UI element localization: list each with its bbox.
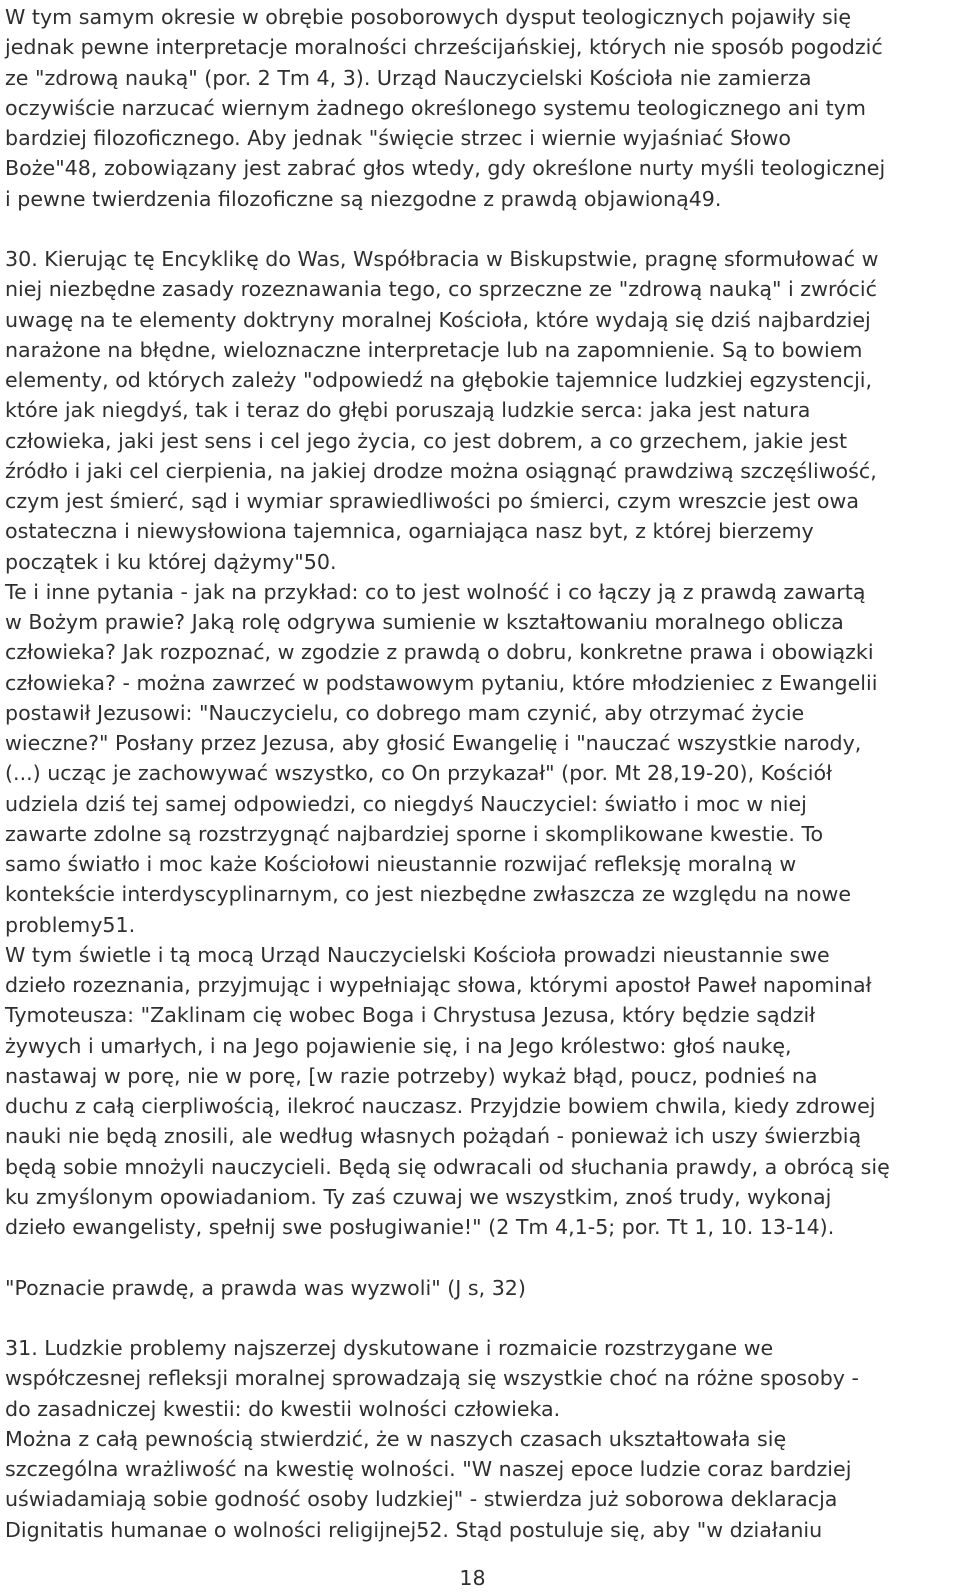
paragraph-questions: Te i inne pytania - jak na przykład: co to jest wolność i co łączy ją z prawdą zawartą w Bożym prawie? Jaką rolę odgrywa sumienie w kształtowaniu moralnego oblicza człowieka? Jak rozpoznać, w zgodzie z prawdą o dobru, konkretne prawa i obowiązki człowieka? - można zawrzeć w podstawowym pytaniu, które młodzieniec z Ewangelii postawił Jezusowi: "Nauczycielu, co dobrego mam czynić, aby otrzymać życie wieczne?" Posłany przez Jezusa, aby głosić Ewangelię i "nauczać wszystkie narody, (...) ucząc je zachowywać wszystko, co On przykazał" (por. Mt 28,19-20), Kościół udziela dziś tej samej odpowiedzi, co niegdyś Nauczyciel: światło i moc w niej zawarte zdolne są rozstrzygnąć najbardziej sporne i skomplikowane kwestie. To samo światło i moc każe Kościołowi nieustannie rozwijać refleksję moralną w kontekście interdyscyplinarnym, co jest niezbędne zwłaszcza ze względu na nowe problemy51.: [5, 579, 878, 937]
paragraph-freedom-sensitivity: Można z całą pewnością stwierdzić, że w naszych czasach ukształtowała się szczególna wrażliwość na kwestię wolności. "W naszej epoce ludzie coraz bardziej uświadamiają sobie godność osoby ludzkiej" - stwierdza już soborowa deklaracja Dignitatis humanae o wolności religijnej52. Stąd postuluje się, aby "w działaniu: [5, 1426, 852, 1542]
section-heading-truth: "Poznacie prawdę, a prawda was wyzwoli" (J s, 32): [5, 1275, 526, 1300]
page-number: 18: [459, 1566, 486, 1590]
paragraph-spacer: [5, 214, 950, 244]
paragraph-timothy-quote: W tym świetle i tą mocą Urząd Nauczycielski Kościoła prowadzi nieustannie swe dzieło rozeznania, przyjmując i wypełniając słowa, którymi apostoł Paweł napominał Tymoteusza: "Zaklinam cię wobec Boga i Chrystusa Jezusa, który będzie sądził żywych i umarłych, i na Jego pojawienie się, i na Jego królestwo: głoś naukę, nastawaj w porę, nie w porę, [w razie potrzeby) wykaż błąd, poucz, podnieś na duchu z całą cierpliwością, ilekroć nauczasz. Przyjdzie bowiem chwila, kiedy zdrowej nauki nie będą znosili, ale według własnych pożądań - ponieważ ich uszy świerzbią będą sobie mnożyli nauczycieli. Będą się odwracali od słuchania prawdy, a obrócą się ku zmyślonym opowiadaniom. Ty zaś czuwaj we wszystkim, znoś trudy, wykonaj dzieło ewangelisty, spełnij swe posługiwanie!" (2 Tm 4,1-5; por. Tt 1, 10. 13-14).: [5, 942, 890, 1239]
document-page: [5, 2, 950, 1545]
paragraph-discussions-intro: W tym samym okresie w obrębie posoborowych dysput teologicznych pojawiły się jednak pewne interpretacje moralności chrześcijańskiej, których nie sposób pogodzić ze "zdrową nauką" (por. 2 Tm 4, 3). Urząd Nauczycielski Kościoła nie zamierza oczywiście narzucać wiernym żadnego określonego systemu teologicznego ani tym bardziej filozoficznego. Aby jednak "święcie strzec i wiernie wyjaśniać Słowo Boże"48, zobowiązany jest zabrać głos wtedy, gdy określone nurty myśli teologicznej i pewne twierdzenia filozoficzne są niezgodne z prawdą objawioną49.: [5, 5, 886, 211]
paragraph-section-31: 31. Ludzkie problemy najszerzej dyskutowane i rozmaicie rozstrzygane we współczesnej refleksji moralnej sprowadzają się wszystkie choć na różne sposoby - do zasadniczej kwestii: do kwestii wolności człowieka.: [5, 1336, 859, 1421]
paragraph-spacer: [5, 1242, 950, 1272]
paragraph-spacer: [5, 1303, 950, 1333]
paragraph-section-30: 30. Kierując tę Encyklikę do Was, Współbracia w Biskupstwie, pragnę sformułować w niej niezbędne zasady rozeznawania tego, co sprzeczne ze "zdrową nauką" i zwrócić uwagę na te elementy doktryny moralnej Kościoła, które wydają się dziś najbardziej narażone na błędne, wieloznaczne interpretacje lub na zapomnienie. Są to bowiem elementy, od których zależy "odpowiedź na głębokie tajemnice ludzkiej egzystencji, które jak niegdyś, tak i teraz do głębi poruszają ludzkie serca: jaka jest natura człowieka, jaki jest sens i cel jego życia, co jest dobrem, a co grzechem, jakie jest źródło i jaki cel cierpienia, na jakiej drodze można osiągnąć prawdziwą szczęśliwość, czym jest śmierć, sąd i wymiar sprawiedliwości po śmierci, czym wreszcie jest owa ostateczna i niewysłowiona tajemnica, ogarniająca nasz byt, z której bierzemy początek i ku której dążymy"50.: [5, 247, 879, 574]
